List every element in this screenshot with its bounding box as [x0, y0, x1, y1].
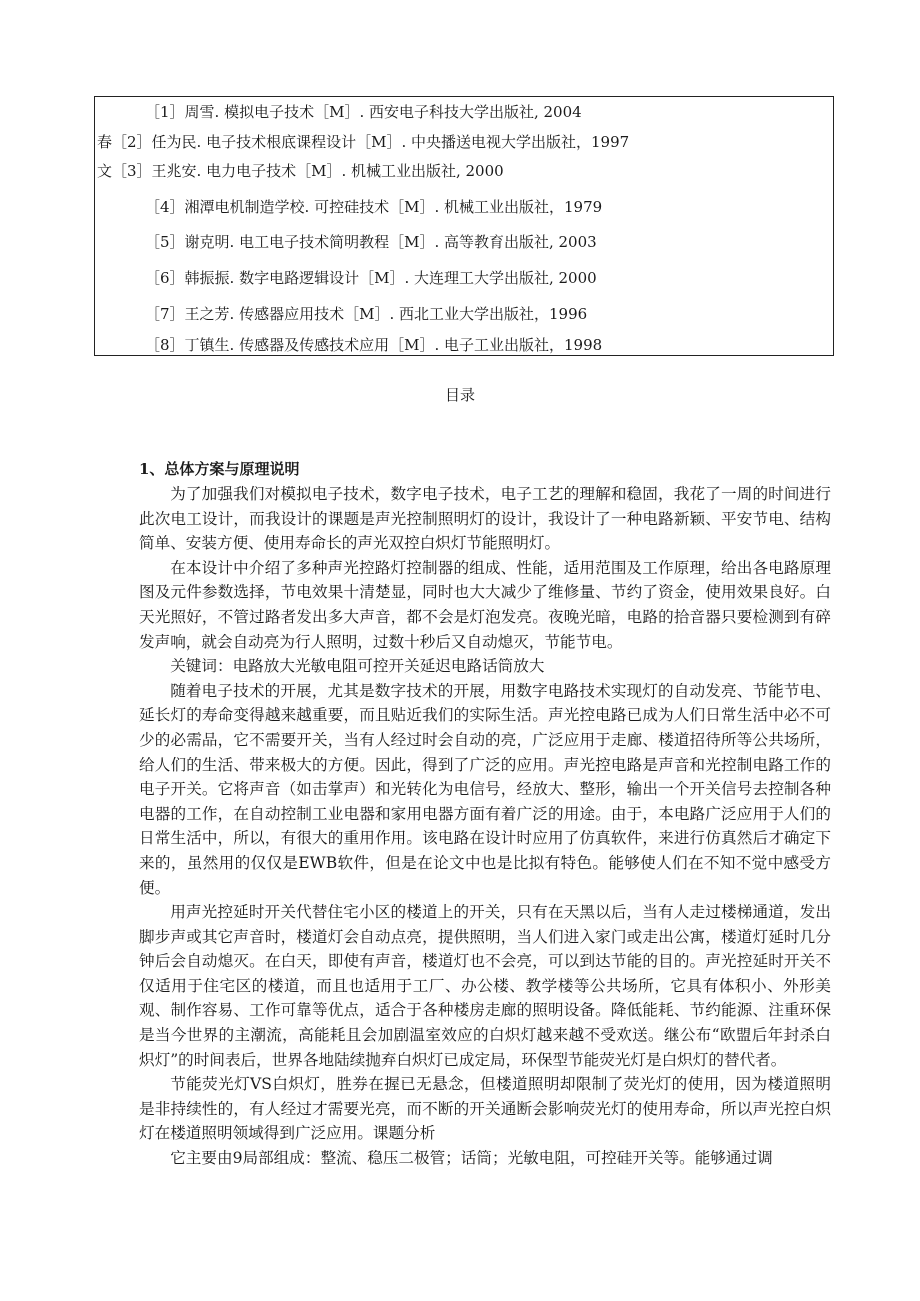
toc-title: 目录 — [444, 386, 475, 404]
reference-item: 文［3］王兆安. 电力电子技术［M］. 机械工业出版社, 2000 — [97, 162, 504, 180]
paragraph-keywords: 关键词：电路放大光敏电阻可控开关延迟电路话筒放大 — [170, 657, 545, 676]
body-text — [139, 482, 831, 1171]
reference-item: ［8］丁镇生. 传感器及传感技术应用［M］. 电子工业出版社，1998 — [145, 336, 603, 354]
paragraph: 用声光控延时开关代替住宅小区的楼道上的开关，只有在天黑以后，当有人走过楼梯通道，发出脚步声或其它声音时，楼道灯会自动点亮，提供照明，当人们进入家门或走出公寓，楼道灯延时几分钟后会自动熄灭。在白天，即使有声音，楼道灯也不会亮，可以到达节能的目的。声光控延时开关不仅适用于住宅区的楼道，而且也适用于工厂、办公楼、教学楼等公共场所，它具有体积小、外形美观、制作容易、工作可靠等优点，适合于各种楼房走廊的照明设备。降低能耗、节约能源、注重环保是当今世界的主潮流，高能耗且会加剧温室效应的白炽灯越来越不受欢送。继公布“欧盟后年封杀白炽灯”的时间表后，世界各地陆续抛弃白炽灯已成定局，环保型节能荧光灯是白炽灯的替代者。 — [139, 903, 831, 1069]
paragraph: 为了加强我们对模拟电子技术，数字电子技术，电子工艺的理解和稳固，我花了一周的时间进行此次电工设计，而我设计的课题是声光控制照明灯的设计，我设计了一种电路新颖、平安节电、结构简单、安装方便、使用寿命长的声光双控白炽灯节能照明灯。 — [139, 485, 831, 553]
paragraph: 它主要由9局部组成：整流、稳压二极管；话筒；光敏电阻，可控硅开关等。能够通过调 — [170, 1149, 773, 1168]
reference-item: ［5］谢克明. 电工电子技术简明教程［M］. 高等教育出版社, 2003 — [145, 233, 597, 251]
reference-item: 春［2］任为民. 电子技术根底课程设计［M］. 中央播送电视大学出版社，1997 — [97, 133, 630, 151]
paragraph: 节能荧光灯VS白炽灯，胜券在握已无悬念，但楼道照明却限制了荧光灯的使用，因为楼道照明是非持续性的，有人经过才需要光亮，而不断的开关通断会影响荧光灯的使用寿命，所以声光控白炽灯在楼道照明领域得到广泛应用。课题分析 — [139, 1075, 831, 1143]
reference-item: ［7］王之芳. 传感器应用技术［M］. 西北工业大学出版社，1996 — [145, 305, 588, 323]
section-heading: 1、总体方案与原理说明 — [139, 460, 300, 478]
paragraph: 在本设计中介绍了多种声光控路灯控制器的组成、性能，适用范围及工作原理，给出各电路原理图及元件参数选择，节电效果十清楚显，同时也大大减少了维修量、节约了资金，使用效果良好。白天光照好，不管过路者发出多大声音，都不会是灯泡发亮。夜晚光暗，电路的拾音器只要检测到有碎发声响，就会自动亮为行人照明，过数十秒后又自动熄灭，节能节电。 — [139, 558, 831, 651]
reference-item: ［6］韩振振. 数字电路逻辑设计［M］. 大连理工大学出版社, 2000 — [145, 269, 597, 287]
references-box — [94, 96, 834, 356]
paragraph: 随着电子技术的开展，尤其是数字技术的开展，用数字电路技术实现灯的自动发亮、节能节电、延长灯的寿命变得越来越重要，而且贴近我们的实际生活。声光控电路已成为人们日常生活中必不可少的必需品，它不需要开关，当有人经过时会自动的亮，广泛应用于走廊、楼道招待所等公共场所，给人们的生活、带来极大的方便。因此，得到了广泛的应用。声光控电路是声音和光控制电路工作的电子开关。它将声音（如击掌声）和光转化为电信号，经放大、整形，输出一个开关信号去控制各种电器的工作，在自动控制工业电器和家用电器方面有着广泛的用途。由于，本电路广泛应用于人们的日常生活中，所以，有很大的重用作用。该电路在设计时应用了仿真软件，来进行仿真然后才确定下来的，虽然用的仅仅是EWB软件，但是在论文中也是比拟有特色。能够使人们在不知不觉中感受方便。 — [139, 681, 831, 897]
reference-item: ［1］周雪. 模拟电子技术［M］. 西安电子科技大学出版社, 2004 — [145, 103, 582, 121]
reference-item: ［4］湘潭电机制造学校. 可控硅技术［M］. 机械工业出版社，1979 — [145, 198, 603, 216]
